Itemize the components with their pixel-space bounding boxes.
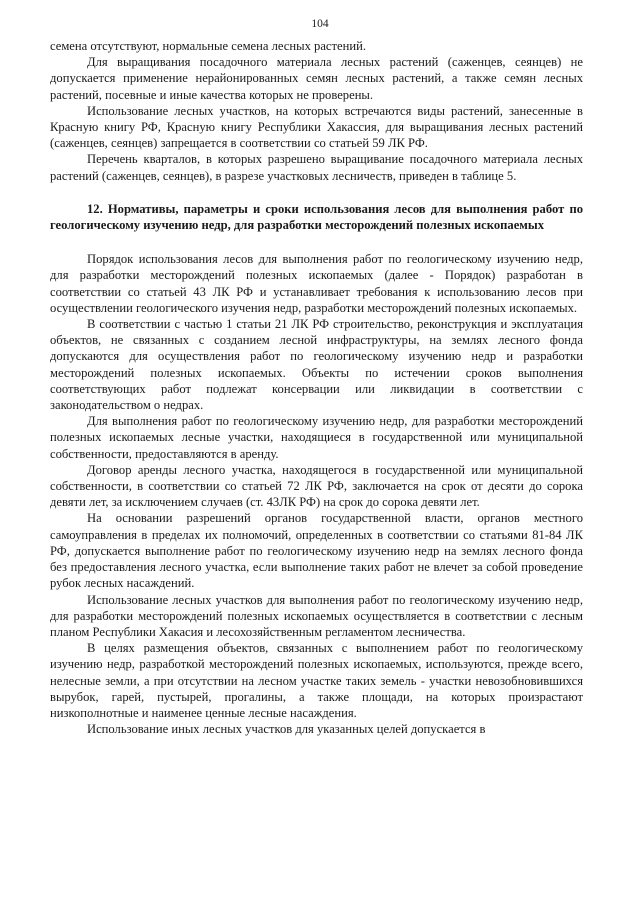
paragraph: Использование лесных участков для выполнения работ по геологическому изучению недр, для разработки месторождений полезных ископаемых осуществляется в соответствии с лесным планом Республики Хакасия и лесохозяйственным регламентом лесничества. bbox=[50, 592, 583, 639]
paragraph: Использование лесных участков, на которых встречаются виды растений, занесенные в Красную книгу РФ, Красную книгу Республики Хакассия, для выращивания лесных растений (саженцев, сеянцев) запрещается в соответствии со статьей 59 ЛК РФ. bbox=[50, 103, 583, 151]
bottom-paragraphs bbox=[50, 251, 583, 737]
paragraph: Перечень кварталов, в которых разрешено выращивание посадочного материала лесных растений (саженцев, сеянцев), в разрезе участковых лесничеств, приведен в таблице 5. bbox=[50, 152, 583, 183]
paragraph: В целях размещения объектов, связанных с выполнением работ по геологическому изучению недр, разработкой месторождений полезных ископаемых, используются, прежде всего, нелесные земли, а при отсутствии на лесном участке таких земель - участки невозобновившихся вырубок, гарей, пустырей, прогалины, а также площади, на которых произрастают низкополнотные и наименее ценные лесные насаждения. bbox=[50, 641, 583, 720]
paragraph: В соответствии с частью 1 статьи 21 ЛК РФ строительство, реконструкция и эксплуатация объектов, не связанных с созданием лесной инфраструктуры, на землях лесного фонда допускаются для осуществления работ по геологическому изучению недр и разработки месторождений полезных ископаемых. Объекты по истечении сроков выполнения соответствующих работ подлежат консервации или ликвидации в соответствии с законодательством о недрах. bbox=[50, 317, 583, 413]
top-paragraphs bbox=[50, 38, 583, 184]
paragraph: Использование иных лесных участков для указанных целей допускается в bbox=[87, 722, 486, 737]
body-text bbox=[50, 38, 583, 737]
paragraph: Порядок использования лесов для выполнения работ по геологическому изучению недр, для разработки месторождений полезных ископаемых (далее - Порядок) разработан в соответствии со статьей 43 ЛК РФ и устанавливает требования к использованию лесов при осуществлении геологического изучения недр, разработки месторождений полезных ископаемых. bbox=[50, 252, 583, 315]
paragraph: семена отсутствуют, нормальные семена лесных растений. bbox=[50, 39, 366, 53]
page-number: 104 bbox=[311, 18, 329, 30]
paragraph: Для выращивания посадочного материала лесных растений (саженцев, сеянцев) не допускается применение нерайонированных семян лесных растений, а также семян лесных растений, посевные и иные качества которых не проверены. bbox=[50, 55, 583, 102]
paragraph: Для выполнения работ по геологическому изучению недр, для разработки месторождений полезных ископаемых лесные участки, находящиеся в государственной или муниципальной собственности, предоставляются в аренду. bbox=[50, 414, 583, 461]
paragraph: Договор аренды лесного участка, находящегося в государственной или муниципальной собственности, в соответствии со статьей 72 ЛК РФ, заключается на срок от десяти до сорока девяти лет, за исключением случаев (ст. 43ЛК РФ) на срок до сорока девяти лет. bbox=[50, 462, 583, 510]
section-heading: 12. Нормативы, параметры и сроки использования лесов для выполнения работ по геологическому изучению недр, для разработки месторождений полезных ископаемых bbox=[50, 201, 583, 233]
paragraph: На основании разрешений органов государственной власти, органов местного самоуправления в пределах их полномочий, определенных в соответствии со статьями 81-84 ЛК РФ, допускается выполнение работ по геологическому изучению недр на землях лесного фонда без предоставления лесного участка, если выполнение таких работ не влечет за собой проведение рубок лесных насаждений. bbox=[50, 511, 583, 591]
